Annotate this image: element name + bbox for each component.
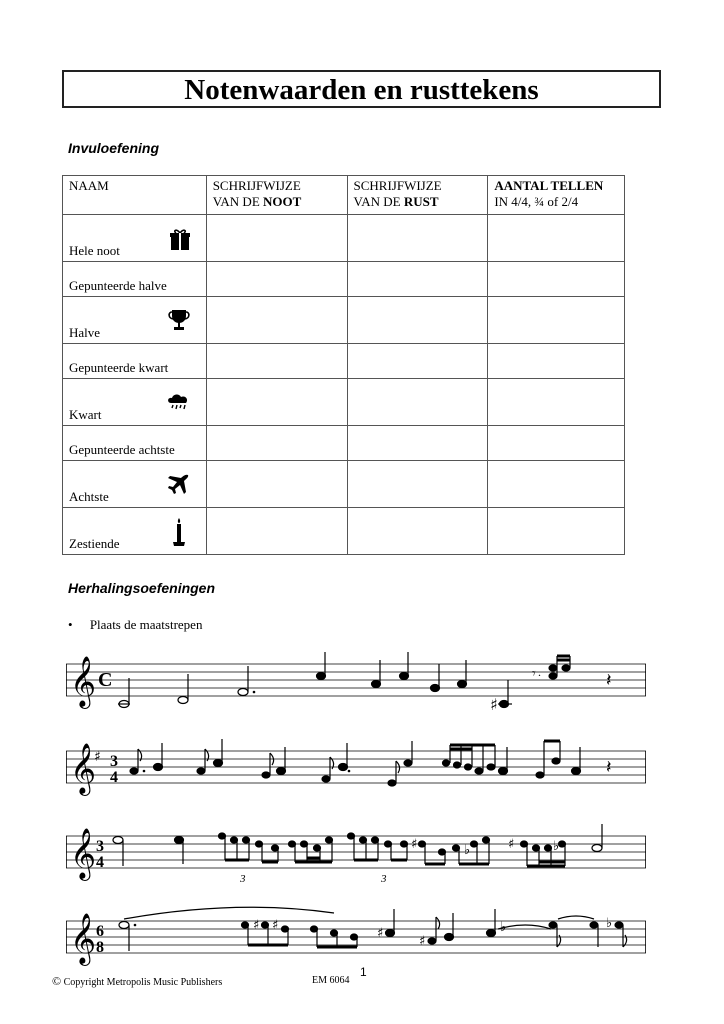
svg-text:4: 4 (110, 769, 118, 786)
answer-cell[interactable] (206, 344, 347, 379)
trophy-icon (168, 309, 190, 335)
svg-text:6: 6 (96, 923, 104, 940)
title-box (62, 70, 661, 108)
svg-text:♭: ♭ (500, 920, 507, 935)
answer-cell[interactable] (488, 344, 625, 379)
svg-text:♯: ♯ (419, 934, 426, 949)
time-signature: C (98, 669, 113, 691)
section-heading-invuloefening: Invuloefening (68, 140, 159, 156)
music-staff-2 (66, 735, 646, 805)
answer-cell[interactable] (206, 508, 347, 555)
answer-cell[interactable] (347, 262, 488, 297)
answer-cell[interactable] (488, 215, 625, 262)
row-name-cell: Gepunteerde kwart (63, 344, 207, 379)
key-signature: ♯ (94, 749, 101, 765)
note-values-table (62, 175, 625, 555)
row-name-cell: Halve (63, 297, 207, 344)
row-name-cell: Hele noot (63, 215, 207, 262)
svg-text:♯: ♯ (272, 918, 279, 933)
row-name-cell: Gepunteerde achtste (63, 426, 207, 461)
svg-text:3: 3 (110, 753, 118, 770)
page-number: 1 (360, 965, 367, 979)
table-row (63, 344, 625, 379)
footer-catalog: EM 6064 (312, 975, 350, 986)
answer-cell[interactable] (488, 508, 625, 555)
svg-text:♭: ♭ (464, 843, 471, 858)
table-row (63, 379, 625, 426)
answer-cell[interactable] (206, 262, 347, 297)
answer-cell[interactable] (347, 215, 488, 262)
music-staff-4 (66, 905, 646, 969)
table-row (63, 297, 625, 344)
rain-cloud-icon (166, 393, 190, 417)
answer-cell[interactable] (347, 461, 488, 508)
svg-text:♯: ♯ (411, 837, 418, 852)
answer-cell[interactable] (206, 215, 347, 262)
answer-cell[interactable] (347, 344, 488, 379)
instruction-line (68, 617, 202, 633)
header-tellen: AANTAL TELLEN IN 4/4, ¾ of 2/4 (488, 176, 625, 215)
treble-clef-icon: 𝄞 (70, 828, 97, 879)
svg-text:𝄽: 𝄽 (606, 757, 612, 778)
answer-cell[interactable] (206, 297, 347, 344)
svg-text:♭: ♭ (606, 916, 613, 931)
answer-cell[interactable] (488, 262, 625, 297)
answer-cell[interactable] (488, 426, 625, 461)
svg-text:8: 8 (96, 939, 104, 956)
row-name-cell: Kwart (63, 379, 207, 426)
svg-text:♭: ♭ (553, 839, 560, 854)
airplane-icon (166, 473, 190, 501)
answer-cell[interactable] (488, 379, 625, 426)
table-row (63, 426, 625, 461)
bullet: • (68, 617, 73, 632)
candle-icon (172, 518, 186, 552)
treble-clef-icon: 𝄞 (70, 913, 97, 964)
answer-cell[interactable] (488, 461, 625, 508)
row-name-cell: Gepunteerde halve (63, 262, 207, 297)
answer-cell[interactable] (206, 461, 347, 508)
answer-cell[interactable] (347, 508, 488, 555)
svg-text:4: 4 (96, 854, 104, 871)
table-row (63, 262, 625, 297)
answer-cell[interactable] (206, 379, 347, 426)
instruction-text: Plaats de maatstrepen (89, 617, 203, 632)
treble-clef-icon: 𝄞 (70, 656, 97, 707)
table-row (63, 461, 625, 508)
treble-clef-icon: 𝄞 (70, 743, 97, 794)
svg-text:♯: ♯ (508, 837, 515, 852)
row-name-cell: Achtste (63, 461, 207, 508)
page-title: Notenwaarden en rusttekens (184, 74, 539, 106)
svg-text:𝄾: 𝄾 (532, 666, 536, 682)
header-naam: NAAM (63, 176, 207, 215)
header-rust: SCHRIJFWIJZE VAN DE RUST (347, 176, 488, 215)
svg-text:.: . (538, 665, 541, 679)
section-heading-herhalingsoefeningen: Herhalingsoefeningen (68, 580, 216, 596)
svg-text:♯: ♯ (490, 695, 498, 714)
triplet-mark: 3 (240, 873, 246, 885)
svg-text:♯: ♯ (253, 918, 260, 933)
gift-icon (170, 229, 190, 255)
svg-text:♯: ♯ (377, 926, 384, 941)
music-staff-1 (66, 648, 646, 718)
triplet-mark: 3 (381, 873, 387, 885)
svg-text:3: 3 (96, 838, 104, 855)
table-header-row (63, 176, 625, 215)
table-row (63, 215, 625, 262)
answer-cell[interactable] (347, 297, 488, 344)
table-row (63, 508, 625, 555)
row-name-cell: Zestiende (63, 508, 207, 555)
svg-text:𝄽: 𝄽 (606, 670, 612, 691)
answer-cell[interactable] (347, 379, 488, 426)
answer-cell[interactable] (488, 297, 625, 344)
footer-copyright: © Copyright Metropolis Music Publishers (52, 974, 223, 988)
answer-cell[interactable] (347, 426, 488, 461)
copyright-icon: © (52, 974, 62, 988)
music-staff-3 (66, 820, 646, 890)
header-noot: SCHRIJFWIJZE VAN DE NOOT (206, 176, 347, 215)
answer-cell[interactable] (206, 426, 347, 461)
